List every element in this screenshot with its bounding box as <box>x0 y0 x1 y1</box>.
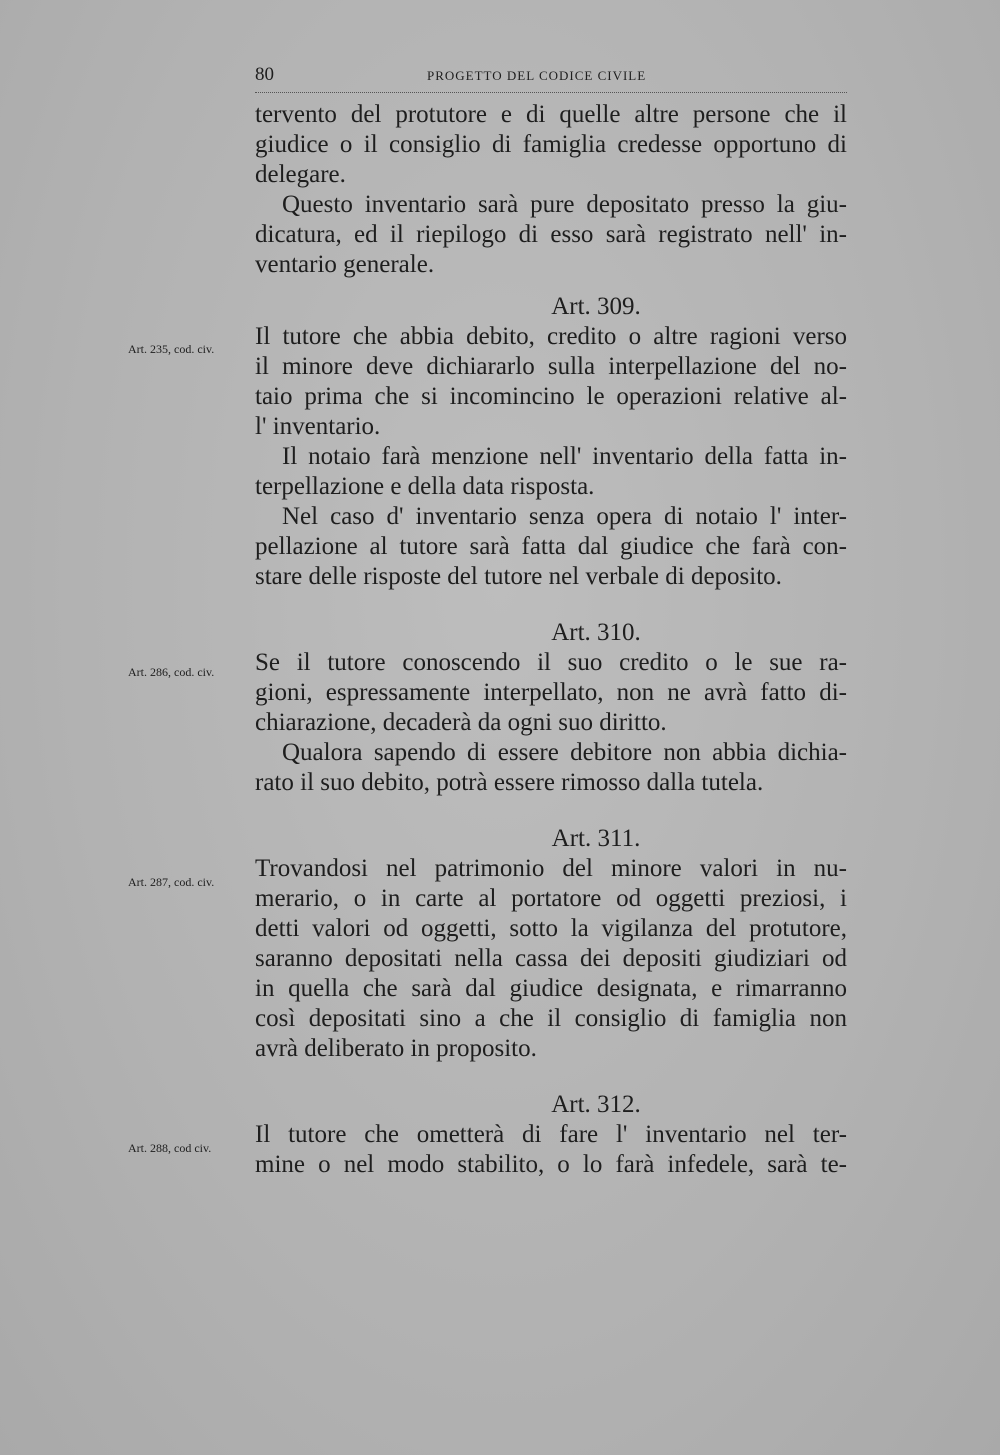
text-line: chiarazione, decaderà da ogni suo diritto. <box>255 709 667 736</box>
text-line: stare delle risposte del tutore nel verbale di deposito. <box>255 563 782 590</box>
margin-note-art-312: Art. 288, cod civ. <box>128 1141 212 1155</box>
text-line: Questo inventario sarà pure depositato presso la giu- <box>282 191 847 218</box>
text-line: ventario generale. <box>255 251 435 278</box>
text-line: l' inventario. <box>255 413 381 440</box>
page-header <box>255 62 847 93</box>
article-heading-310: Art. 310. <box>551 619 641 646</box>
text-line: Il notaio farà menzione nell' inventario della fatta in- <box>282 443 847 470</box>
article-heading-312: Art. 312. <box>551 1091 641 1118</box>
margin-note-art-310: Art. 286, cod. civ. <box>128 665 215 679</box>
text-line: mine o nel modo stabilito, o lo farà infedele, sarà te- <box>255 1151 847 1178</box>
text-line: in quella che sarà dal giudice designata, e rimarranno <box>255 975 847 1002</box>
text-line: detti valori od oggetti, sotto la vigilanza del protutore, <box>255 915 847 942</box>
text-line: dicatura, ed il riepilogo di esso sarà registrato nell' in- <box>255 221 847 248</box>
text-line: gioni, espressamente interpellato, non ne avrà fatto di- <box>255 679 847 706</box>
text-line: Il tutore che abbia debito, credito o altre ragioni verso <box>255 323 847 350</box>
running-title: PROGETTO DEL CODICE CIVILE <box>427 68 647 83</box>
text-line: rato il suo debito, potrà essere rimosso dalla tutela. <box>255 769 764 796</box>
text-line: il minore deve dichiararlo sulla interpellazione del no- <box>255 353 847 380</box>
text-line: Qualora sapendo di essere debitore non abbia dichia- <box>282 739 847 766</box>
text-line: merario, o in carte al portatore od oggetti preziosi, i <box>255 885 847 912</box>
text-line: Il tutore che ometterà di fare l' inventario nel ter- <box>255 1121 847 1148</box>
margin-note-art-311: Art. 287, cod. civ. <box>128 875 215 889</box>
text-line: Nel caso d' inventario senza opera di notaio l' inter- <box>282 503 847 530</box>
text-line: Trovandosi nel patrimonio del minore valori in nu- <box>255 855 847 882</box>
text-line: saranno depositati nella cassa dei depositi giudiziari od <box>255 945 847 972</box>
margin-note-art-309: Art. 235, cod. civ. <box>128 342 215 356</box>
text-line: giudice o il consiglio di famiglia credesse opportuno di <box>255 131 847 158</box>
text-line: così depositati sino a che il consiglio di famiglia non <box>255 1005 847 1032</box>
text-line: terpellazione e della data risposta. <box>255 473 595 500</box>
text-line: pellazione al tutore sarà fatta dal giudice che farà con- <box>255 533 847 560</box>
article-heading-311: Art. 311. <box>551 825 641 852</box>
text-line: tervento del protutore e di quelle altre persone che il <box>255 101 847 128</box>
article-heading-309: Art. 309. <box>551 293 641 320</box>
text-line: taio prima che si incomincino le operazioni relative al- <box>255 383 847 410</box>
text-line: delegare. <box>255 161 346 188</box>
body-text <box>255 100 847 1180</box>
text-line: avrà deliberato in proposito. <box>255 1035 537 1062</box>
text-line: Se il tutore conoscendo il suo credito o le sue ra- <box>255 649 847 676</box>
page-number: 80 <box>255 64 274 85</box>
